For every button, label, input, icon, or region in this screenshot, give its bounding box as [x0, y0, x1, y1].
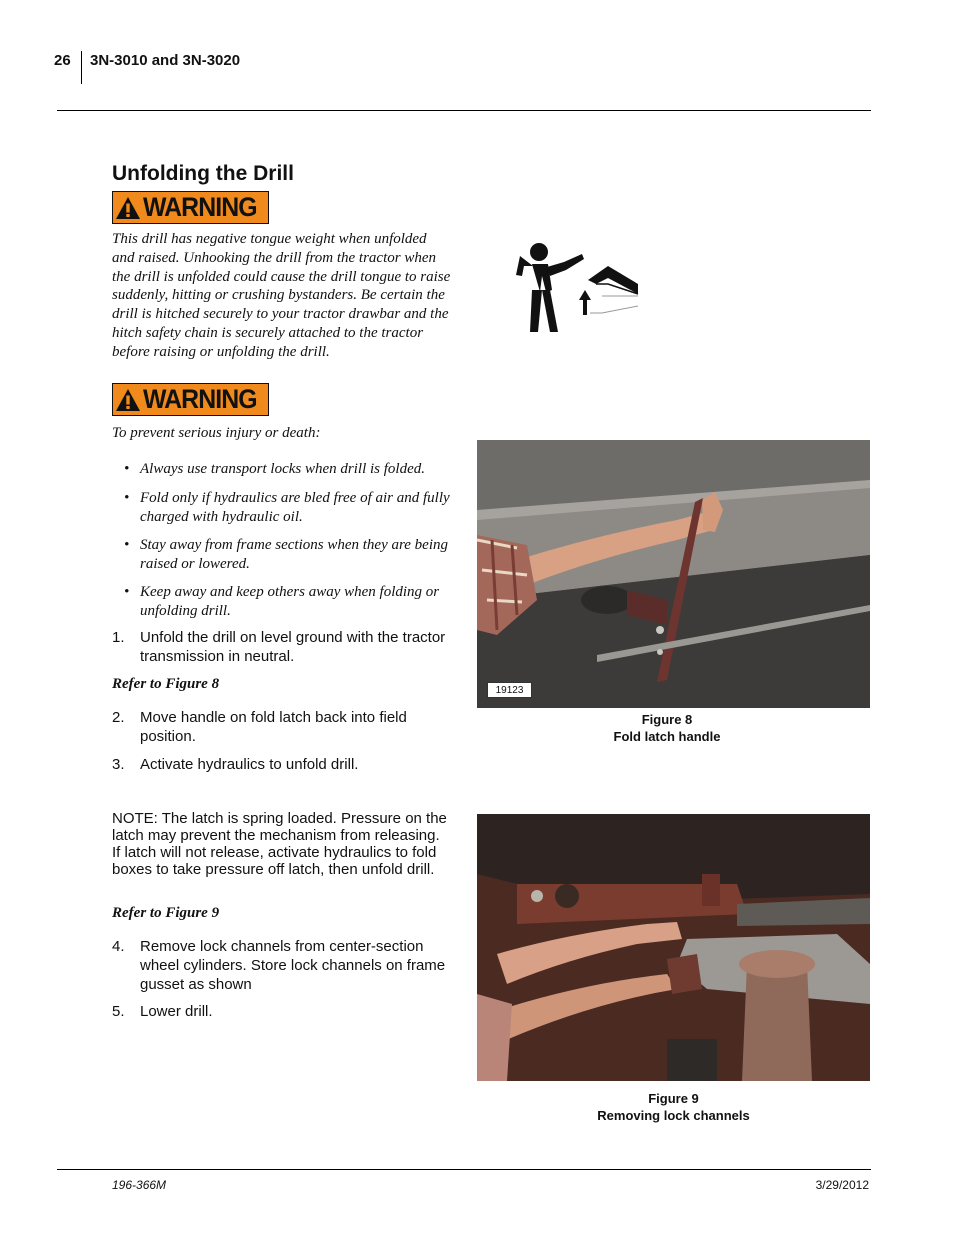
warning-label-text: WARNING — [143, 192, 257, 222]
refer-figure-8: Refer to Figure 8 — [112, 676, 220, 692]
figure-8-title: Fold latch handle — [613, 729, 721, 744]
document-number: 196-366M — [112, 1178, 167, 1192]
revision-date: 3/29/2012 — [815, 1178, 869, 1192]
footer-rule — [57, 1169, 871, 1170]
photo-id-label: 19123 — [487, 682, 532, 698]
warning-label-1 — [112, 191, 269, 224]
figure-8-caption — [477, 711, 857, 745]
figure-9-caption — [477, 1090, 870, 1124]
note-text: NOTE: The latch is spring loaded. Pressure on the latch may prevent the mechanism from releasing. If latch will not release, activate hydraulics to fold boxes to take pressure off latch, then unfold drill. — [112, 810, 447, 878]
figure-9-number: Figure 9 — [648, 1091, 699, 1106]
tongue-crush-hazard-icon — [512, 240, 642, 335]
warning-label-2 — [112, 383, 269, 416]
manual-title: 3N-3010 and 3N-3020 — [90, 52, 241, 69]
warning-2-intro: To prevent serious injury or death: — [112, 425, 321, 441]
figure-8-photo — [477, 440, 870, 708]
warning-1-text: This drill has negative tongue weight when unfolded and raised. Unhooking the drill from the tractor when the drill is unfolded could cause the drill tongue to raise suddenly, hitting or crushing bystanders. Be certain the drill is hitched securely to your tractor drawbar and the hitch safety chain is securely attached to the tractor before raising or unfolding the drill. — [112, 231, 451, 360]
section-title: Unfolding the Drill — [112, 162, 294, 185]
page-number: 26 — [54, 52, 71, 69]
figure-8-number: Figure 8 — [641, 712, 693, 727]
figure-9-photo — [477, 814, 870, 1081]
refer-figure-9: Refer to Figure 9 — [112, 905, 220, 921]
figure-9-title: Removing lock channels — [597, 1108, 750, 1123]
alert-triangle-icon — [115, 196, 141, 220]
header-rule — [57, 110, 871, 111]
warning-label-text: WARNING — [143, 384, 257, 414]
alert-triangle-icon — [115, 388, 141, 412]
header-divider — [81, 51, 82, 84]
